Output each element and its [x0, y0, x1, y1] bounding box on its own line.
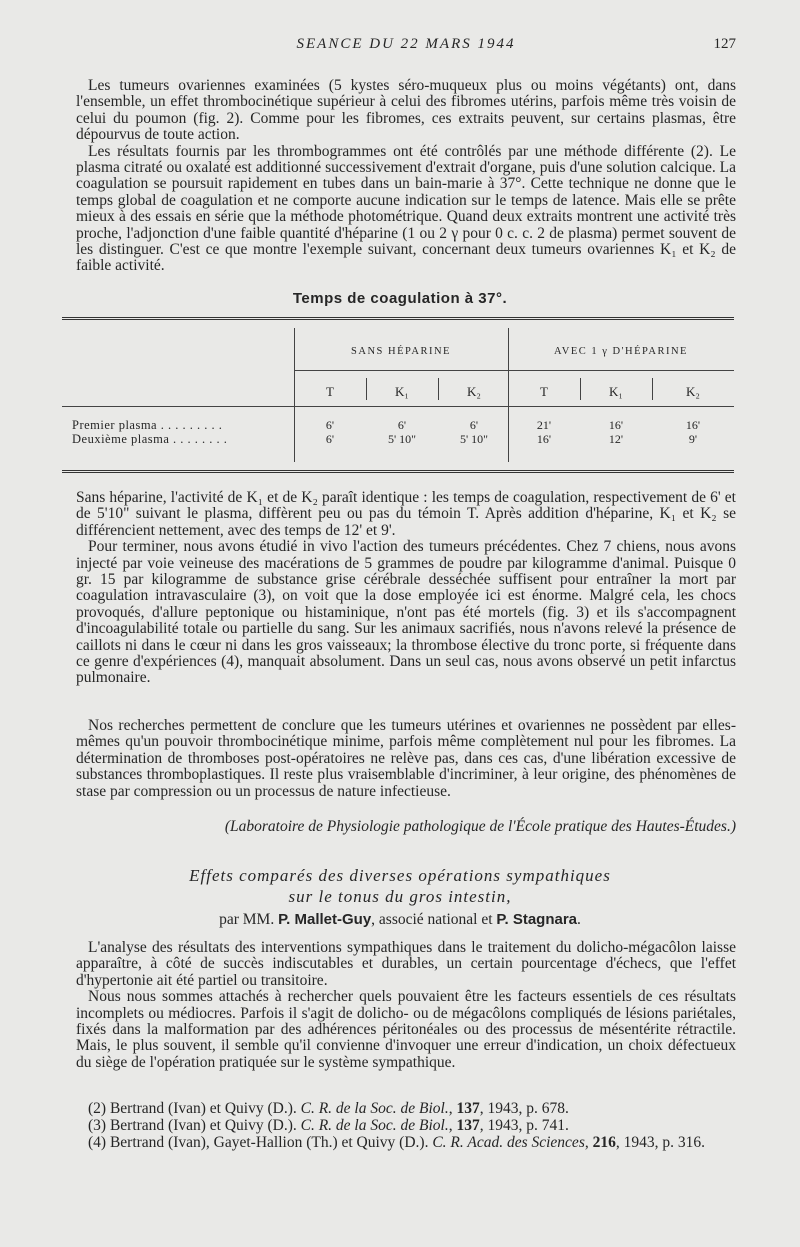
table-cell: 12' — [608, 432, 624, 446]
table-title: Temps de coagulation à 37°. — [292, 290, 508, 307]
column-header: K₂ — [686, 384, 700, 399]
paragraph: Les résultats fournis par les thrombogrammes ont été contrôlés par une méthode différente (2). Le plasma citraté ou oxalaté est additionné successivement d'extrait d'organe, puis d'une solution calcique. La coagulation se poursuit rapidement en tubes dans un bain-marie à 37°. Cette technique ne donne que le temps global de coagulation et ne comporte aucune indication sur le temps de latence. Mais elle se prête mieux à des essais en série que la méthode photométrique. Quand deux extraits montrent une activité très proche, l'adjonction d'une faible quantité d'héparine (1 ou 2 γ pour 0 c. c. 2 de plasma) permet souvent de les distinguer. C'est ce que montre l'exemple suivant, concernant deux tumeurs ovariennes K₁ et K₂ de faible activité. — [76, 142, 736, 275]
paragraph: Pour terminer, nous avons étudié in vivo l'action des tumeurs précédentes. Chez 7 chiens, nous avons injecté par voie veineuse des macérations de 5 grammes de poudre par kilogramme d'animal. Puisque 0 gr. 15 par kilogramme de substance grise cérébrale desséchée suffisent pour entraîner la mort par coagulation intravasculaire (3), on voit que la dose employée ici est énorme. Malgré cela, les chocs provoqués, d'allure peptonique ou histaminique, n'ont pas été mortels (fig. 3) et ils s'accompagnent d'incoagulabilité totale ou partielle du sang. Sur les animaux sacrifiés, nous n'avons relevé la présence de caillots ni dans le cœur ni dans les gros vaisseaux; la thrombose élective du tronc porte, si fréquente dans ce genre d'expériences (4), manquait absolument. Dans un seul cas, nous avons observé un petit infarctus pulmonaire. — [76, 538, 736, 687]
paragraph: Nous nous sommes attachés à rechercher quels pouvaient être les facteurs essentiels de ces résultats incomplets ou médiocres. Parfois il s'agit de dolicho- ou de mégacôlons compliqués de lésions pariétales, fixés dans la malformation par des adhérences péritonéales ou des processus de mésentérite rétractile. Mais, le plus souvent, il semble qu'il convienne d'invoquer une erreur d'indication, un choix défectueux du siège de l'opération pratiquée sur le système sympathique. — [76, 988, 736, 1071]
table-cell: 6' — [325, 418, 335, 432]
table-cell: 16' — [608, 418, 624, 432]
table-cell: 6' — [397, 418, 407, 432]
conclusion-text — [76, 718, 736, 800]
table-cell: 6' — [469, 418, 479, 432]
footnote: (2) Bertrand (Ivan) et Quivy (D.). C. R. de la Soc. de Biol., 137, 1943, p. 678. — [88, 1100, 569, 1117]
paragraph: Sans héparine, l'activité de K₁ et de K₂ paraît identique : les temps de coagulation, respectivement de 6' et de 5'10" suivant le plasma, diffèrent peu ou pas du témoin T. Après addition d'héparine, K₁ et K₂ se différencient nettement, avec des temps de 12' et 9'. — [76, 489, 736, 539]
row-label: Deuxième plasma . . . . . . . . — [72, 432, 228, 446]
authors-prefix: par MM. — [219, 911, 275, 928]
table-rule — [294, 370, 734, 371]
table-cell: 21' — [536, 418, 552, 432]
column-header: K₁ — [395, 384, 409, 399]
author-name: P. Stagnara — [496, 911, 578, 928]
running-title: SEANCE DU 22 MARS 1944 — [296, 36, 516, 52]
page-header — [76, 36, 736, 58]
group-header-without-heparin: SANS HÉPARINE — [351, 346, 451, 357]
article-body — [76, 940, 736, 1071]
group-header-with-heparin: AVEC 1 γ D'HÉPARINE — [554, 346, 688, 357]
table-cell: 16' — [685, 418, 701, 432]
table-cell: 9' — [688, 432, 698, 446]
row-label: Premier plasma . . . . . . . . . — [72, 418, 223, 432]
laboratory-credit: (Laboratoire de Physiologie pathologique de l'École pratique des Hautes-Études.) — [224, 818, 736, 835]
column-header: T — [326, 384, 334, 399]
article-title-line-2: sur le tonus du gros intestin, — [288, 887, 512, 906]
paragraph: Les tumeurs ovariennes examinées (5 kystes séro-muqueux plus ou moins végétants) ont, dans l'ensemble, un effet thrombocinétique supérieur à celui des fibromes utérins, parfois même très voisin de celui du poumon (fig. 2). Comme pour les fibromes, ces extraits peuvent, sur certains plasmas, être dépourvus de toute action. — [76, 77, 736, 144]
table-rule — [62, 406, 734, 407]
post-table-text — [76, 490, 736, 687]
intro-text — [76, 78, 736, 275]
paragraph: L'analyse des résultats des interventions sympathiques dans le traitement du dolicho-mégacôlon laisse apparaître, à côté de succès indiscutables et durables, un certain pourcentage d'échecs, que l'effet d'hypertonie ait été partiel ou transitoire. — [76, 939, 736, 989]
coagulation-table — [62, 317, 734, 473]
column-header: K₁ — [609, 384, 623, 399]
table-rule — [652, 378, 653, 400]
page-number: 127 — [713, 36, 736, 52]
authors-affiliation: , associé national et — [371, 911, 493, 928]
author-name: P. Mallet-Guy — [278, 911, 372, 928]
paragraph: Nos recherches permettent de conclure que les tumeurs utérines et ovariennes ne possèdent par elles-mêmes qu'un pouvoir thrombocinétique minime, parfois même complètement nul pour les fibromes. La détermination de thromboses post-opératoires ne relève pas, dans ces cas, d'une libération excessive de substances thromboplastiques. Il reste plus vraisemblable d'incriminer, à leur origine, des phénomènes de stase par compression ou un processus de nature infectieuse. — [76, 717, 736, 800]
column-header: T — [540, 384, 548, 399]
article-title-line-1: Effets comparés des diverses opérations sympathiques — [189, 866, 611, 885]
footnote: (4) Bertrand (Ivan), Gayet-Hallion (Th.) et Quivy (D.). C. R. Acad. des Sciences, 216, 1943, p. 316. — [88, 1134, 705, 1151]
table-cell: 5' 10" — [459, 432, 489, 446]
table-cell: 5' 10" — [387, 432, 417, 446]
article-authors — [0, 911, 800, 929]
column-header: K₂ — [467, 384, 481, 399]
footnote: (3) Bertrand (Ivan) et Quivy (D.). C. R. de la Soc. de Biol., 137, 1943, p. 741. — [88, 1117, 569, 1134]
table-cell: 6' — [325, 432, 335, 446]
table-cell: 16' — [536, 432, 552, 446]
authors-suffix: . — [577, 911, 581, 928]
footnotes — [76, 1100, 736, 1151]
